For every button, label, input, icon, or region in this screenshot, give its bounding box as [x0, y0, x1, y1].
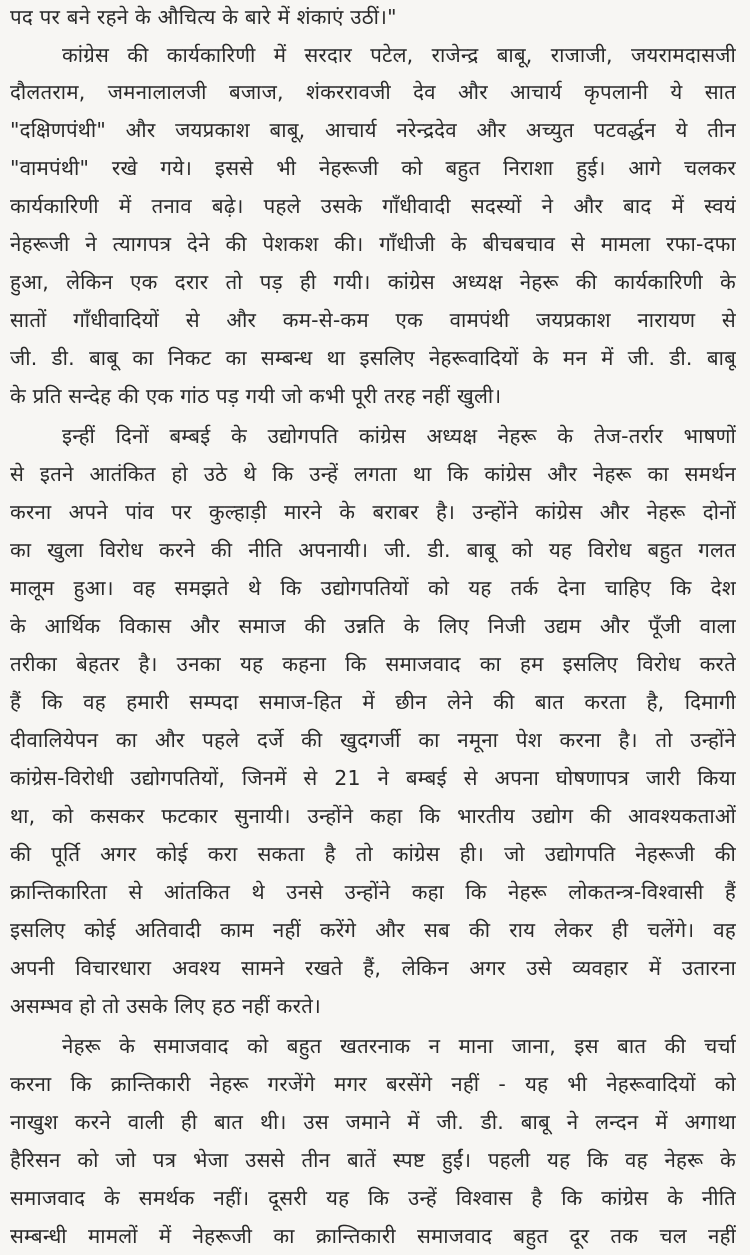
- text-line: कार्यकारिणी में तनाव बढ़े। पहले उसके गाँधीवादी सदस्यों ने और बाद में स्वयं: [10, 194, 736, 218]
- text-line: सातों गाँधीवादियों से और कम-से-कम एक वामपंथी जयप्रकाश नारायण से: [10, 308, 736, 332]
- text-line: "दक्षिणपंथी" और जयप्रकाश बाबू, आचार्य नरेन्द्रदेव और अच्युत पटवर्द्धन ये तीन: [10, 118, 736, 142]
- paragraph-start-line: इन्हीं दिनों बम्बई के उद्योगपति कांग्रेस अध्यक्ष नेहरू के तेज-तर्रार भाषणों: [62, 424, 736, 448]
- text-line: की पूर्ति अगर कोई करा सकता है तो कांग्रेस ही। जो उद्योगपति नेहरूजी की: [10, 842, 736, 866]
- text-line: नेहरूजी ने त्यागपत्र देने की पेशकश की। गाँधीजी के बीचबचाव से मामला रफा-दफा: [10, 232, 736, 256]
- paragraph-start-line: कांग्रेस की कार्यकारिणी में सरदार पटेल, राजेन्द्र बाबू, राजाजी, जयरामदासजी: [62, 43, 736, 67]
- text-line: मालूम हुआ। वह समझते थे कि उद्योगपतियों को यह तर्क देना चाहिए कि देश: [10, 576, 736, 600]
- text-line: से इतने आतंकित हो उठे थे कि उन्हें लगता था कि कांग्रेस और नेहरू का समर्थन: [10, 462, 736, 486]
- text-line: इसलिए कोई अतिवादी काम नहीं करेंगे और सब की राय लेकर ही चलेंगे। वह: [10, 918, 736, 942]
- text-line: अपनी विचारधारा अवश्य सामने रखते हैं, लेकिन अगर उसे व्यवहार में उतारना: [10, 956, 736, 980]
- text-line: का खुला विरोध करने की नीति अपनायी। जी. डी. बाबू को यह विरोध बहुत गलत: [10, 538, 736, 562]
- text-line: कांग्रेस-विरोधी उद्योगपतियों, जिनमें से 21 ने बम्बई से अपना घोषणापत्र जारी किया: [10, 766, 736, 790]
- text-line: करना कि क्रान्तिकारी नेहरू गरजेंगे मगर बरसेंगे नहीं - यह भी नेहरूवादियों को: [10, 1072, 736, 1096]
- paragraph-start-line: नेहरू के समाजवाद को बहुत खतरनाक न माना जाना, इस बात की चर्चा: [62, 1034, 736, 1058]
- text-line: नाखुश करने वाली ही बात थी। उस जमाने में जी. डी. बाबू ने लन्दन में अगाथा: [10, 1110, 736, 1134]
- text-line: जी. डी. बाबू का निकट का सम्बन्ध था इसलिए नेहरूवादियों के मन में जी. डी. बाबू: [10, 346, 736, 370]
- text-line: समाजवाद के समर्थक नहीं। दूसरी यह कि उन्हें विश्वास है कि कांग्रेस के नीति: [10, 1186, 736, 1210]
- text-line: हैं कि वह हमारी सम्पदा समाज-हित में छीन लेने की बात करता है, दिमागी: [10, 690, 736, 714]
- text-line: "वामपंथी" रखे गये। इससे भी नेहरूजी को बहुत निराशा हुई। आगे चलकर: [10, 156, 736, 180]
- text-line: करना अपने पांव पर कुल्हाड़ी मारने के बराबर है। उन्होंने कांग्रेस और नेहरू दोनों: [10, 500, 736, 524]
- text-line: के प्रति सन्देह की एक गांठ पड़ गयी जो कभी पूरी तरह नहीं खुली।: [10, 384, 502, 408]
- text-line: के आर्थिक विकास और समाज की उन्नति के लिए निजी उद्यम और पूँजी वाला: [10, 614, 736, 638]
- text-line: हैरिसन को जो पत्र भेजा उससे तीन बातें स्पष्ट हुईं। पहली यह कि वह नेहरू के: [10, 1148, 736, 1172]
- text-line: था, को कसकर फटकार सुनायी। उन्होंने कहा कि भारतीय उद्योग की आवश्यकताओं: [10, 804, 736, 828]
- text-line: पद पर बने रहने के औचित्य के बारे में शंकाएं उठीं।": [10, 5, 397, 29]
- text-line: असम्भव हो तो उसके लिए हठ नहीं करते।: [10, 994, 322, 1018]
- text-line: दौलतराम, जमनालालजी बजाज, शंकररावजी देव और आचार्य कृपलानी ये सात: [10, 80, 736, 104]
- text-line: दीवालियेपन का और पहले दर्जे की खुदगर्जी का नमूना पेश करना है। तो उन्होंने: [10, 728, 736, 752]
- text-line: हुआ, लेकिन एक दरार तो पड़ ही गयी। कांग्रेस अध्यक्ष नेहरू की कार्यकारिणी के: [10, 270, 736, 294]
- text-line: सम्बन्धी मामलों में नेहरूजी का क्रान्तिकारी समाजवाद बहुत दूर तक चल नहीं: [10, 1224, 736, 1248]
- text-line: तरीका बेहतर है। उनका यह कहना कि समाजवाद का हम इसलिए विरोध करते: [10, 652, 736, 676]
- text-line: क्रान्तिकारिता से आंतकित थे उनसे उन्होंने कहा कि नेहरू लोकतन्त्र-विश्वासी हैं: [10, 880, 736, 904]
